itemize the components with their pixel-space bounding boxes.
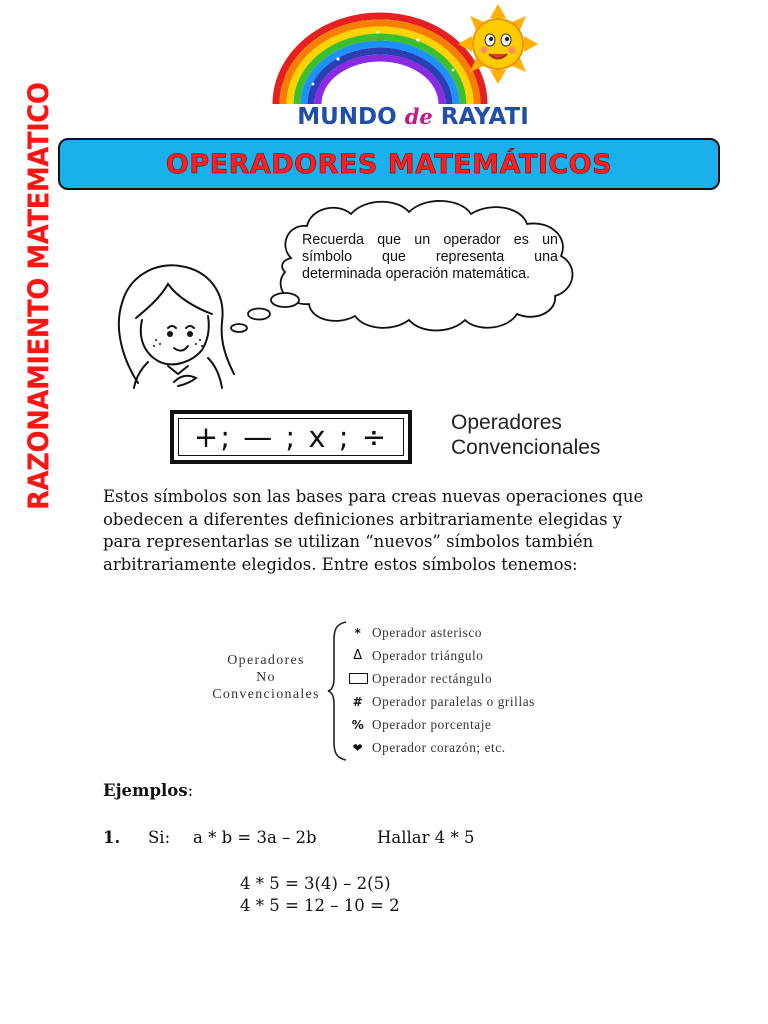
example-definition: a * b = 3a – 2b bbox=[193, 828, 317, 847]
example-step-1: 4 * 5 = 3(4) – 2(5) bbox=[240, 874, 391, 893]
nc-item-label: Operador triángulo bbox=[372, 647, 484, 663]
page-title: OPERADORES MATEMÁTICOS bbox=[165, 148, 613, 180]
nc-item-label: Operador rectángulo bbox=[372, 670, 493, 686]
nc-label-line-3: Convencionales bbox=[212, 687, 320, 702]
paragraph-line-4: arbitrariamente elegidos. Entre estos símbolos tenemos: bbox=[103, 554, 578, 574]
triangle-icon: Δ bbox=[353, 648, 363, 663]
nc-item-rectangle bbox=[344, 667, 535, 690]
nc-item-label: Operador asterisco bbox=[372, 624, 483, 640]
non-conventional-operators-list bbox=[344, 621, 535, 759]
nc-item-hash bbox=[344, 690, 535, 713]
example-si: Si: bbox=[148, 828, 171, 847]
nc-item-percent bbox=[344, 713, 535, 736]
examples-heading bbox=[103, 781, 193, 800]
nc-item-triangle bbox=[344, 644, 535, 667]
rectangle-icon bbox=[344, 673, 372, 684]
logo-word-rayati: RAYATI bbox=[440, 104, 529, 130]
logo-word-de: de bbox=[404, 104, 433, 129]
logo-text bbox=[268, 104, 558, 130]
girl-illustration bbox=[108, 258, 238, 390]
rainbow-sun-logo-image bbox=[268, 4, 558, 108]
paragraph-line-1: Estos símbolos son las bases para creas nuevas operaciones que bbox=[103, 487, 644, 506]
example-question: Hallar 4 * 5 bbox=[377, 828, 475, 847]
nc-item-label: Operador paralelas o grillas bbox=[372, 693, 535, 709]
paragraph-line-3: para representarlas se utilizan “nuevos” símbolos también bbox=[103, 532, 594, 551]
examples-heading-colon: : bbox=[187, 781, 194, 800]
thought-line-3: determinada operación matemática. bbox=[302, 266, 531, 282]
non-conventional-operators-label bbox=[204, 652, 328, 703]
logo-word-mundo: MUNDO bbox=[297, 104, 397, 130]
nc-label-line-2: No bbox=[256, 670, 276, 685]
hash-icon: # bbox=[352, 694, 364, 709]
examples-heading-text: Ejemplos bbox=[103, 781, 188, 800]
thought-cloud-text bbox=[302, 232, 558, 283]
percent-icon: % bbox=[351, 717, 365, 732]
conventional-operators-box bbox=[170, 410, 412, 464]
conventional-label-line-2: Convencionales bbox=[451, 436, 601, 459]
conventional-label-line-1: Operadores bbox=[451, 411, 562, 434]
nc-item-label: Operador porcentaje bbox=[372, 716, 492, 732]
paragraph-line-2: obedecen a diferentes definiciones arbitrariamente elegidas y bbox=[103, 509, 623, 529]
asterisk-icon: * bbox=[354, 625, 362, 640]
nc-item-asterisk bbox=[344, 621, 535, 644]
logo bbox=[268, 4, 558, 134]
title-banner bbox=[58, 138, 720, 190]
conventional-operators-label bbox=[451, 410, 600, 460]
nc-label-line-1: Operadores bbox=[227, 653, 305, 668]
conventional-operator-symbols: +; — ; x ; ÷ bbox=[193, 420, 389, 454]
intro-paragraph bbox=[103, 486, 673, 576]
side-vertical-label: RAZONAMIENTO MATEMATICO bbox=[23, 82, 56, 510]
thought-line-1: Recuerda que un operador es un bbox=[302, 232, 558, 248]
example-step-2: 4 * 5 = 12 – 10 = 2 bbox=[240, 896, 400, 915]
heart-icon: ❤ bbox=[352, 740, 364, 755]
example-number: 1. bbox=[103, 828, 121, 847]
nc-item-heart bbox=[344, 736, 535, 759]
nc-item-label: Operador corazón; etc. bbox=[372, 739, 506, 755]
thought-line-2: símbolo que representa una bbox=[302, 249, 558, 265]
